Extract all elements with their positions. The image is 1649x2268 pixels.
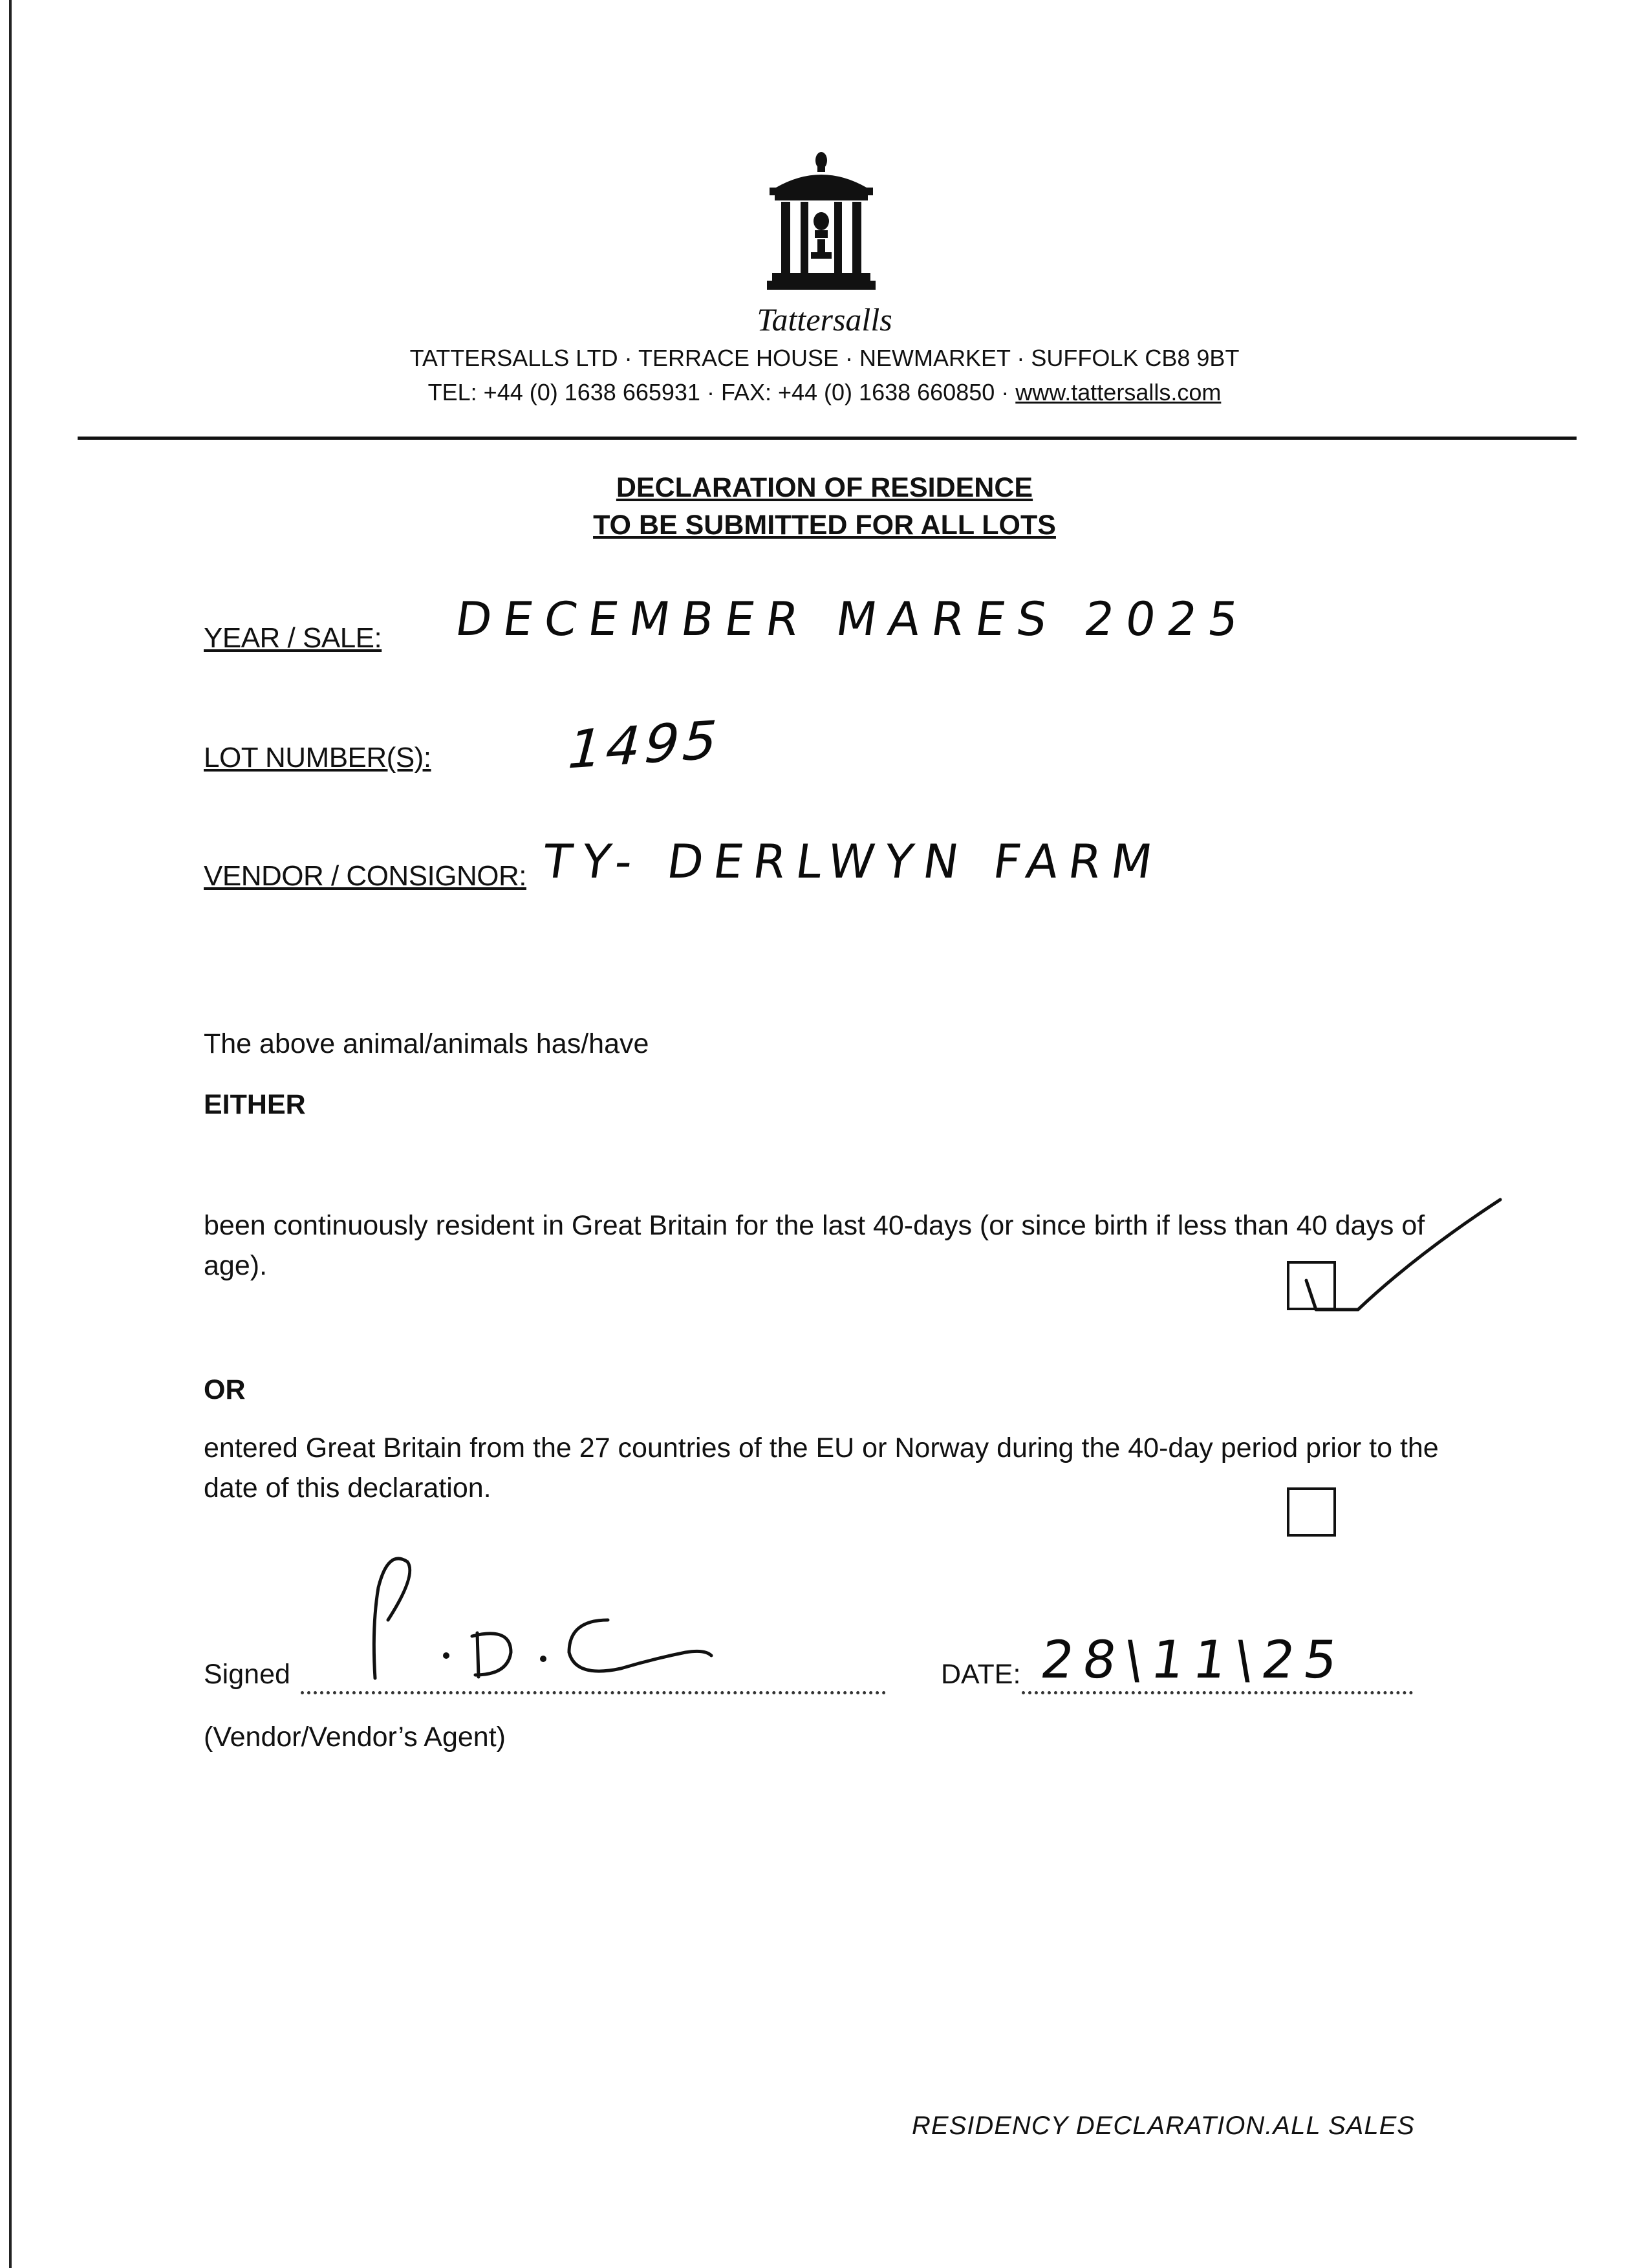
footer-text: RESIDENCY DECLARATION.ALL SALES: [912, 2111, 1415, 2140]
header-rule: [78, 437, 1577, 440]
intro-text: The above animal/animals has/have: [204, 1028, 649, 1059]
date-value[interactable]: 28\11\25: [1037, 1630, 1350, 1690]
option-resident-text: been continuously resident in Great Britain for the last 40-days (or since birth if less than 40 days of age).: [204, 1210, 1425, 1281]
date-label: DATE:: [941, 1659, 1021, 1690]
lot-number-value[interactable]: 1495: [559, 709, 729, 781]
checkmark-icon: [1287, 1196, 1507, 1319]
scan-edge: [9, 0, 12, 2268]
tattersalls-logo-icon: [763, 149, 879, 294]
signature-icon: [362, 1549, 724, 1691]
contact-text: TEL: +44 (0) 1638 665931 · FAX: +44 (0) 1638 660850 ·: [427, 379, 1016, 405]
contact-line: [0, 379, 1649, 406]
vendor-consignor-value[interactable]: TY- DERLWYN FARM: [539, 834, 1166, 889]
document-subtitle: TO BE SUBMITTED FOR ALL LOTS: [593, 510, 1056, 541]
address-line: TATTERSALLS LTD · TERRACE HOUSE · NEWMARKET · SUFFOLK CB8 9BT: [409, 345, 1240, 371]
vendor-agent-label: (Vendor/Vendor’s Agent): [204, 1722, 506, 1753]
lot-number-label: LOT NUMBER(S):: [204, 742, 431, 773]
brand-name: Tattersalls: [757, 301, 892, 338]
website-link[interactable]: www.tattersalls.com: [1015, 379, 1222, 405]
year-sale-value[interactable]: DECEMBER MARES 2025: [452, 592, 1254, 646]
option-entered-text: entered Great Britain from the 27 countries of the EU or Norway during the 40-day period prior to the date of this declaration.: [204, 1432, 1439, 1504]
vendor-consignor-label: VENDOR / CONSIGNOR:: [204, 860, 526, 892]
document-title: DECLARATION OF RESIDENCE: [616, 472, 1033, 503]
either-heading: EITHER: [204, 1089, 306, 1120]
signed-label: Signed: [204, 1659, 290, 1690]
year-sale-label: YEAR / SALE:: [204, 622, 382, 654]
option-entered-checkbox[interactable]: [1287, 1487, 1336, 1537]
or-heading: OR: [204, 1374, 246, 1405]
